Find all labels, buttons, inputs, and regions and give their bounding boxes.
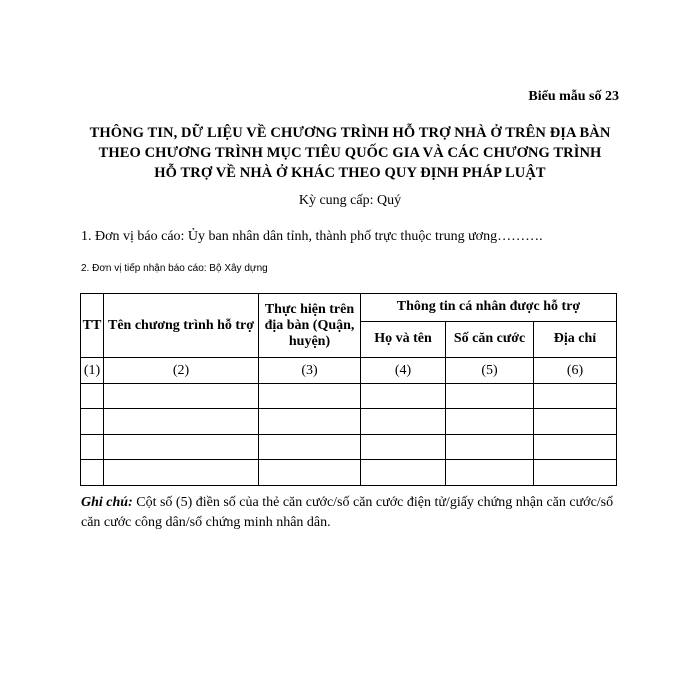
index-cell: (2) (104, 358, 259, 384)
empty-cell (446, 383, 534, 409)
table-row (81, 383, 617, 409)
empty-cell (81, 383, 104, 409)
receiving-unit: 2. Đơn vị tiếp nhận báo cáo: Bộ Xây dựng (81, 263, 268, 274)
index-cell: (1) (81, 358, 104, 384)
note-label: Ghi chú: (81, 495, 133, 510)
empty-cell (259, 383, 361, 409)
title-line: THÔNG TIN, DỮ LIỆU VỀ CHƯƠNG TRÌNH HỖ TRỢ NHÀ Ở TRÊN ĐỊA BÀN (89, 125, 611, 141)
header-full-name: Họ và tên (361, 321, 446, 358)
note-text: Cột số (5) điền số của thẻ căn cước/số căn cước điện tử/giấy chứng nhận căn cước/số căn cước công dân/số chứng minh nhân dân. (81, 495, 614, 530)
header-program-name: Tên chương trình hỗ trợ (104, 294, 259, 358)
empty-cell (259, 409, 361, 435)
document-title (70, 123, 630, 183)
note (81, 493, 621, 533)
table-row (81, 434, 617, 460)
index-cell: (6) (534, 358, 617, 384)
header-personal-info: Thông tin cá nhân được hỗ trợ (361, 294, 617, 322)
header-row (81, 294, 617, 322)
empty-cell (361, 434, 446, 460)
empty-cell (361, 460, 446, 486)
empty-cell (259, 460, 361, 486)
title-line: THEO CHƯƠNG TRÌNH MỤC TIÊU QUỐC GIA VÀ CÁC CHƯƠNG TRÌNH (98, 145, 602, 161)
report-table (80, 293, 617, 486)
empty-cell (81, 460, 104, 486)
empty-cell (81, 409, 104, 435)
index-cell: (3) (259, 358, 361, 384)
empty-cell (259, 434, 361, 460)
empty-cell (361, 409, 446, 435)
empty-cell (81, 434, 104, 460)
index-row (81, 358, 617, 384)
reporting-period: Kỳ cung cấp: Quý (298, 193, 402, 208)
header-area: Thực hiện trên địa bàn (Quận, huyện) (259, 294, 361, 358)
empty-cell (446, 460, 534, 486)
empty-cell (534, 434, 617, 460)
table-row (81, 460, 617, 486)
header-address: Địa chỉ (534, 321, 617, 358)
empty-cell (534, 383, 617, 409)
title-line: HỖ TRỢ VỀ NHÀ Ở KHÁC THEO QUY ĐỊNH PHÁP LUẬT (154, 165, 546, 181)
empty-cell (534, 460, 617, 486)
header-id-number: Số căn cước (446, 321, 534, 358)
empty-cell (104, 409, 259, 435)
empty-cell (361, 383, 446, 409)
empty-cell (534, 409, 617, 435)
reporting-unit: 1. Đơn vị báo cáo: Ủy ban nhân dân tỉnh, thành phố trực thuộc trung ương………. (81, 229, 543, 244)
empty-cell (104, 460, 259, 486)
header-tt: TT (81, 294, 104, 358)
empty-cell (104, 383, 259, 409)
empty-cell (446, 409, 534, 435)
form-number: Biểu mẫu số 23 (528, 89, 619, 104)
empty-cell (446, 434, 534, 460)
empty-cell (104, 434, 259, 460)
index-cell: (4) (361, 358, 446, 384)
table-row (81, 409, 617, 435)
index-cell: (5) (446, 358, 534, 384)
